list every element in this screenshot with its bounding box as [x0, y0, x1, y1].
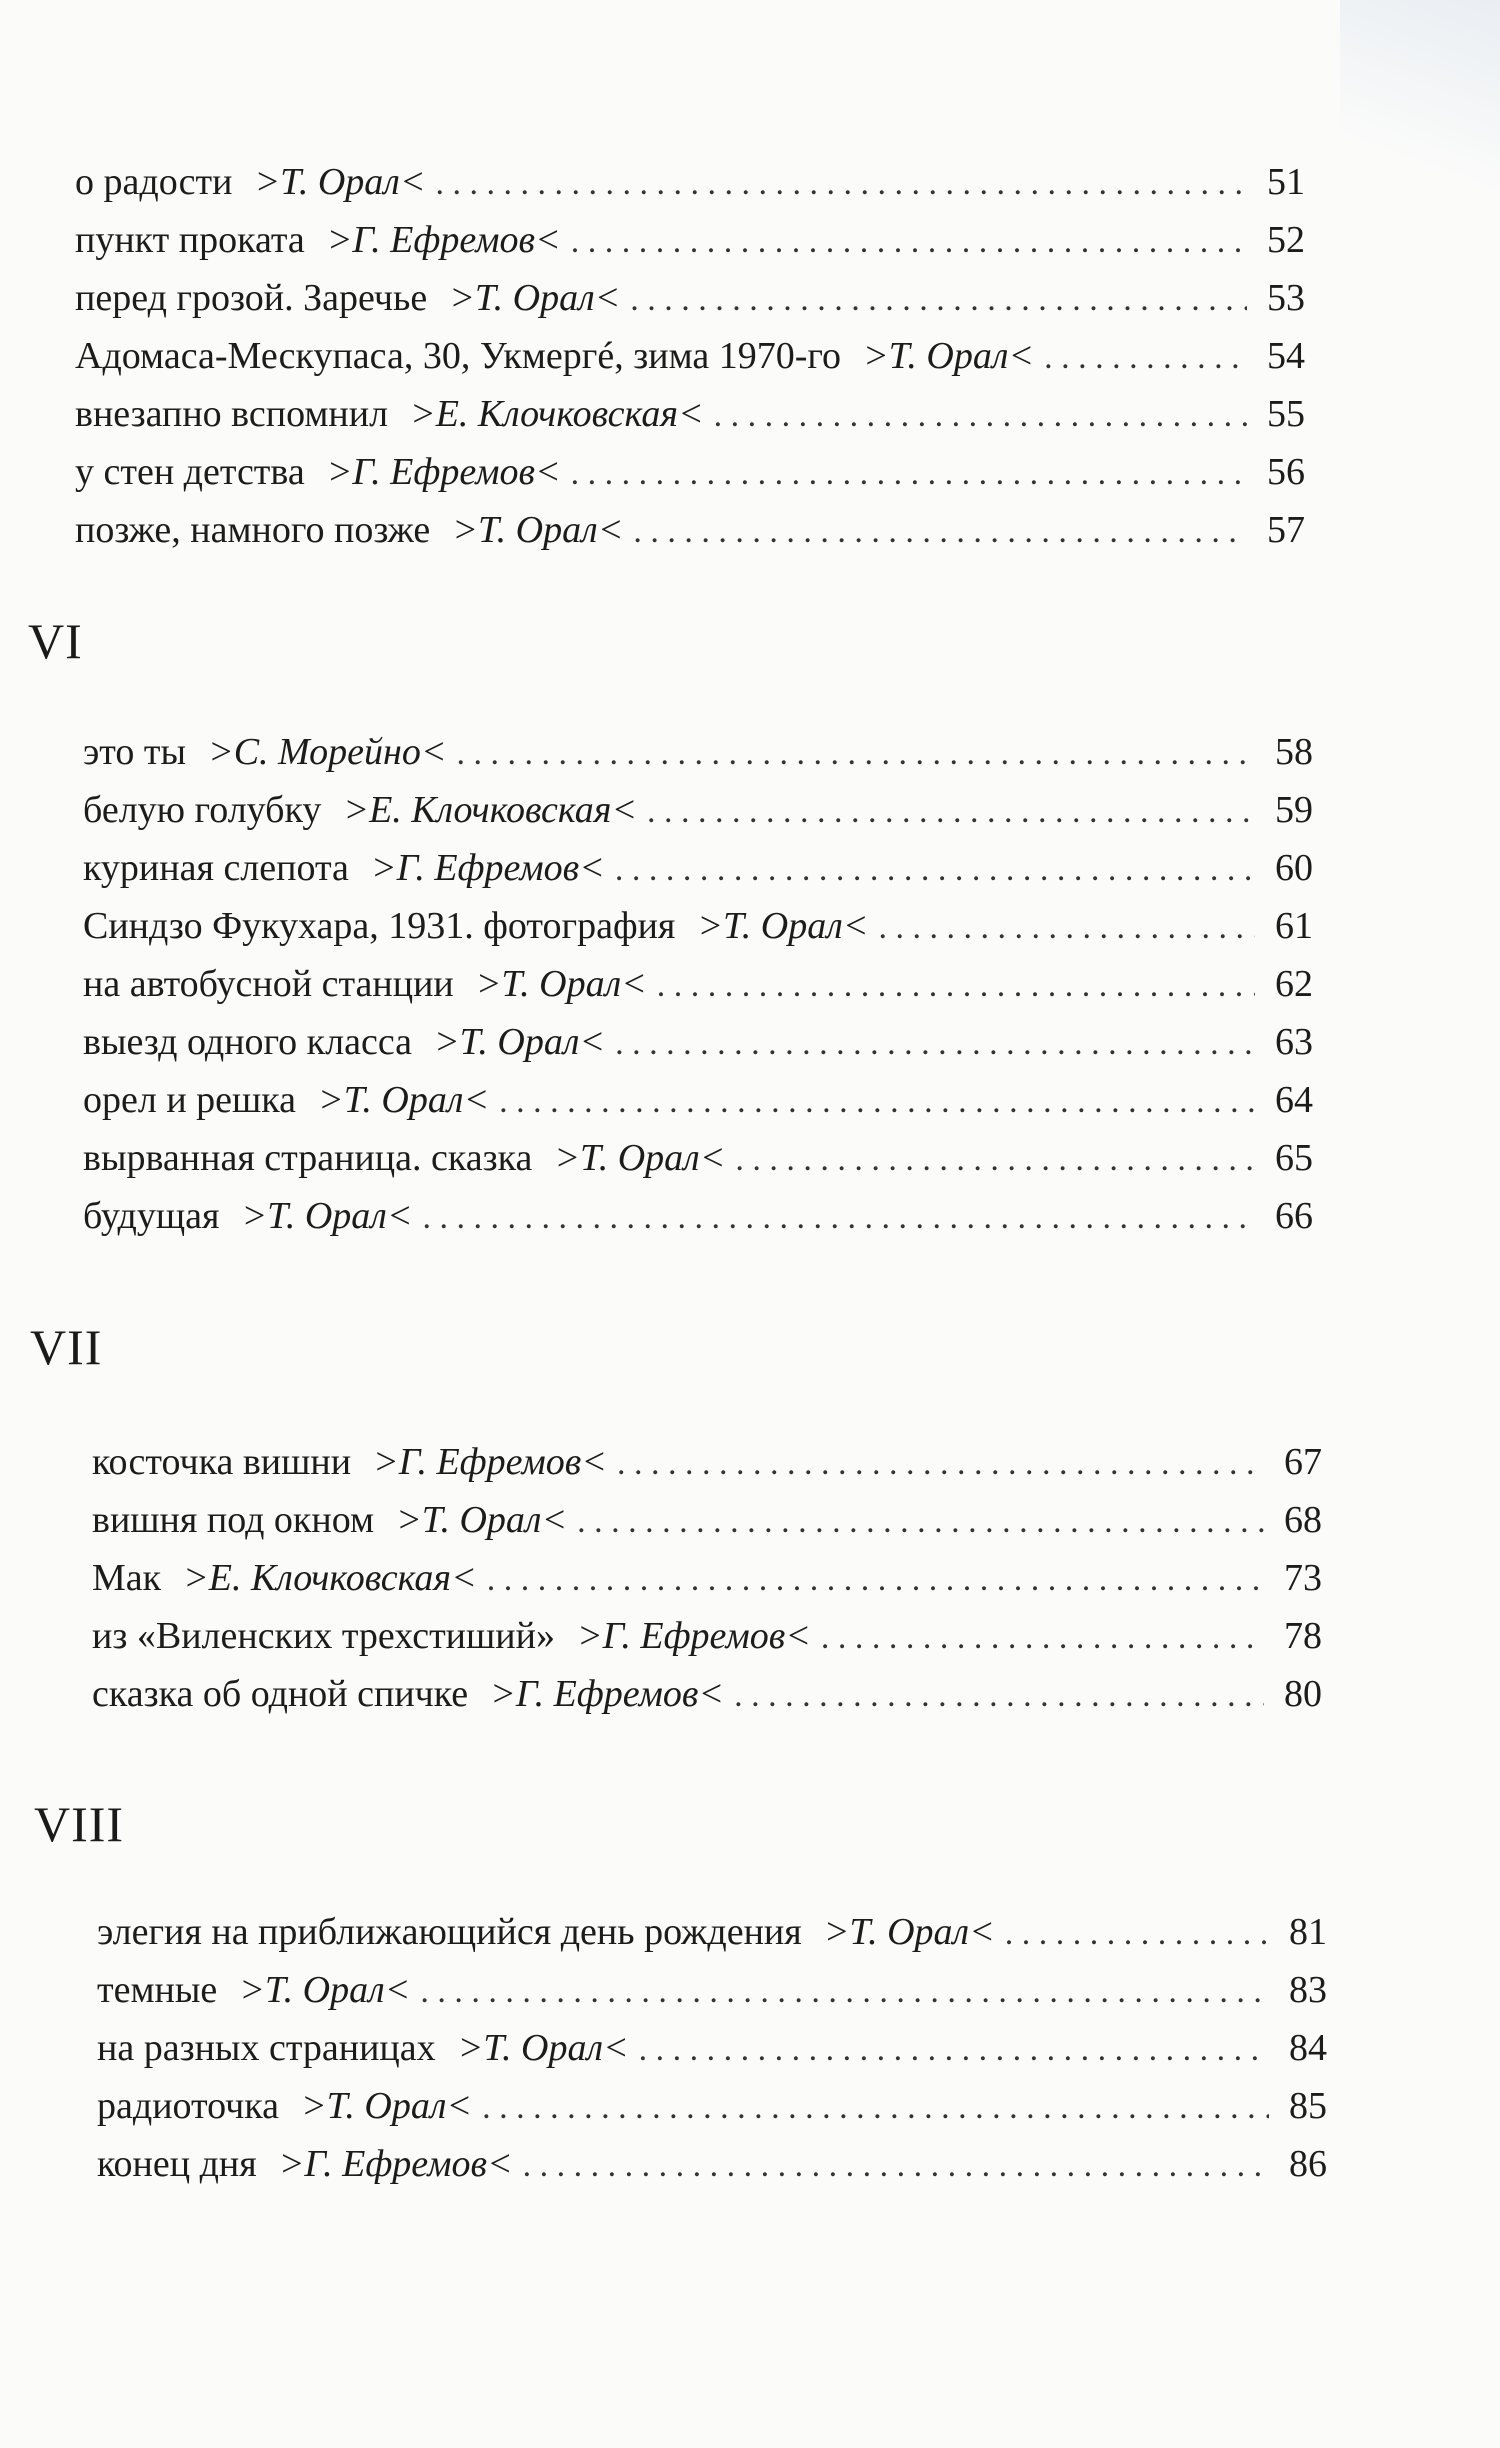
entry-author: >Т. Орал<	[697, 905, 869, 947]
dot-leader	[639, 2031, 1269, 2069]
dot-leader	[487, 1561, 1264, 1599]
entry-author: >Т. Орал<	[396, 1499, 568, 1541]
entry-author: >Т. Орал<	[239, 1969, 411, 2011]
entry-author: >Е. Клочковская<	[183, 1557, 477, 1599]
entry-page-number: 61	[1275, 905, 1313, 947]
toc-entry[interactable]	[97, 2084, 1327, 2142]
toc-entry[interactable]	[92, 1614, 1322, 1672]
entry-title: темные	[97, 1969, 218, 2011]
entry-author: >Т. Орал<	[318, 1079, 490, 1121]
entry-page-number: 57	[1267, 509, 1305, 551]
toc-section-list	[75, 160, 1305, 566]
dot-leader	[714, 397, 1247, 435]
toc-entry[interactable]	[92, 1498, 1322, 1556]
toc-entry[interactable]	[92, 1440, 1322, 1498]
entry-page-number: 86	[1289, 2143, 1327, 2185]
entry-title: орел и решка	[83, 1079, 297, 1121]
section-heading-vii: VII	[30, 1319, 103, 1375]
entry-title: будущая	[83, 1195, 220, 1237]
toc-entry[interactable]	[83, 1194, 1313, 1252]
entry-author: >Е. Клочковская<	[410, 393, 704, 435]
entry-author: >Т. Орал<	[457, 2027, 629, 2069]
entry-title: это ты	[83, 731, 187, 773]
entry-title: элегия на приближающийся день рождения	[97, 1911, 802, 1953]
entry-title: куриная слепота	[83, 847, 349, 889]
entry-title: на автобусной станции	[83, 963, 454, 1005]
dot-leader	[630, 281, 1247, 319]
entry-page-number: 73	[1284, 1557, 1322, 1599]
toc-entry[interactable]	[97, 1968, 1327, 2026]
entry-author: >Т. Орал<	[452, 509, 624, 551]
dot-leader	[422, 1199, 1255, 1237]
entry-page-number: 55	[1267, 393, 1305, 435]
toc-entry[interactable]	[83, 730, 1313, 788]
entry-title: вишня под окном	[92, 1499, 375, 1541]
toc-entry[interactable]	[75, 276, 1305, 334]
toc-entry[interactable]	[83, 1020, 1313, 1078]
dot-leader	[482, 2089, 1269, 2127]
entry-title: сказка об одной спичке	[92, 1673, 469, 1715]
dot-leader	[615, 1025, 1255, 1063]
dot-leader	[647, 793, 1255, 831]
entry-page-number: 51	[1267, 161, 1305, 203]
toc-entry[interactable]	[75, 218, 1305, 276]
entry-page-number: 68	[1284, 1499, 1322, 1541]
entry-author: >Т. Орал<	[241, 1195, 413, 1237]
entry-page-number: 85	[1289, 2085, 1327, 2127]
entry-page-number: 80	[1284, 1673, 1322, 1715]
dot-leader	[633, 513, 1247, 551]
entry-page-number: 84	[1289, 2027, 1327, 2069]
entry-title: внезапно вспомнил	[75, 393, 389, 435]
entry-page-number: 58	[1275, 731, 1313, 773]
dot-leader	[878, 909, 1255, 947]
entry-title: из «Виленских трехстиший»	[92, 1615, 555, 1657]
dot-leader	[735, 1141, 1255, 1179]
entry-author: >Т. Орал<	[434, 1021, 606, 1063]
entry-title: Адомаса-Мескупаса, 30, Укмергé, зима 1970-го	[75, 335, 842, 377]
entry-title: о радости	[75, 161, 233, 203]
entry-author: >Г. Ефремов<	[370, 847, 605, 889]
entry-title: Синдзо Фукухара, 1931. фотография	[83, 905, 676, 947]
toc-section-list	[83, 730, 1313, 1252]
entry-page-number: 81	[1289, 1911, 1327, 1953]
entry-author: >Т. Орал<	[823, 1911, 995, 1953]
dot-leader	[499, 1083, 1255, 1121]
toc-section-list	[97, 1910, 1327, 2200]
entry-title: конец дня	[97, 2143, 257, 2185]
toc-entry[interactable]	[97, 2142, 1327, 2200]
toc-entry[interactable]	[83, 788, 1313, 846]
entry-page-number: 62	[1275, 963, 1313, 1005]
entry-page-number: 83	[1289, 1969, 1327, 2011]
entry-title: перед грозой. Заречье	[75, 277, 428, 319]
dot-leader	[577, 1503, 1264, 1541]
entry-title: Мак	[92, 1557, 162, 1599]
dot-leader	[523, 2147, 1269, 2185]
entry-page-number: 63	[1275, 1021, 1313, 1063]
entry-title: вырванная страница. сказка	[83, 1137, 533, 1179]
page-edge-shading	[1340, 0, 1500, 220]
section-heading-vi: VI	[28, 613, 83, 669]
entry-page-number: 65	[1275, 1137, 1313, 1179]
entry-author: >Г. Ефремов<	[278, 2143, 513, 2185]
entry-title: белую голубку	[83, 789, 322, 831]
dot-leader	[1005, 1915, 1269, 1953]
entry-author: >Г. Ефремов<	[490, 1673, 725, 1715]
toc-entry[interactable]	[75, 450, 1305, 508]
dot-leader	[420, 1973, 1269, 2011]
entry-title: на разных страницах	[97, 2027, 436, 2069]
entry-author: >Г. Ефремов<	[373, 1441, 607, 1483]
toc-entry[interactable]	[83, 962, 1313, 1020]
toc-entry[interactable]	[75, 508, 1305, 566]
dot-leader	[436, 165, 1247, 203]
dot-leader	[821, 1619, 1264, 1657]
toc-entry[interactable]	[75, 334, 1305, 392]
entry-page-number: 56	[1267, 451, 1305, 493]
toc-entry[interactable]	[83, 904, 1313, 962]
toc-entry[interactable]	[92, 1556, 1322, 1614]
dot-leader	[571, 455, 1247, 493]
entry-page-number: 66	[1275, 1195, 1313, 1237]
entry-author: >Т. Орал<	[449, 277, 621, 319]
dot-leader	[734, 1677, 1264, 1715]
entry-author: >Г. Ефремов<	[326, 219, 561, 261]
entry-author: >Г. Ефремов<	[576, 1615, 811, 1657]
toc-entry[interactable]	[97, 1910, 1327, 1968]
dot-leader	[615, 851, 1255, 889]
entry-title: у стен детства	[75, 451, 305, 493]
entry-page-number: 54	[1267, 335, 1305, 377]
toc-entry[interactable]	[75, 160, 1305, 218]
toc-section-list	[92, 1440, 1322, 1730]
entry-title: позже, намного позже	[75, 509, 431, 551]
toc-entry[interactable]	[83, 1078, 1313, 1136]
toc-entry[interactable]	[92, 1672, 1322, 1730]
dot-leader	[657, 967, 1255, 1005]
entry-author: >Г. Ефремов<	[326, 451, 561, 493]
toc-entry[interactable]	[75, 392, 1305, 450]
entry-page-number: 59	[1275, 789, 1313, 831]
dot-leader	[617, 1445, 1264, 1483]
entry-page-number: 67	[1284, 1441, 1322, 1483]
entry-author: >Т. Орал<	[301, 2085, 473, 2127]
section-heading-viii: VIII	[34, 1796, 125, 1852]
entry-title: выезд одного класса	[83, 1021, 413, 1063]
entry-page-number: 60	[1275, 847, 1313, 889]
entry-author: >С. Морейно<	[208, 731, 447, 773]
entry-author: >Т. Орал<	[254, 161, 426, 203]
toc-entry[interactable]	[83, 1136, 1313, 1194]
dot-leader	[571, 223, 1247, 261]
dot-leader	[1044, 339, 1247, 377]
toc-entry[interactable]	[97, 2026, 1327, 2084]
entry-page-number: 78	[1284, 1615, 1322, 1657]
entry-author: >Т. Орал<	[475, 963, 647, 1005]
entry-author: >Т. Орал<	[554, 1137, 726, 1179]
entry-page-number: 53	[1267, 277, 1305, 319]
entry-author: >Т. Орал<	[863, 335, 1035, 377]
entry-title: радиоточка	[97, 2085, 280, 2127]
entry-title: косточка вишни	[92, 1441, 352, 1483]
toc-entry[interactable]	[83, 846, 1313, 904]
entry-title: пункт проката	[75, 219, 305, 261]
entry-page-number: 64	[1275, 1079, 1313, 1121]
dot-leader	[457, 735, 1255, 773]
entry-page-number: 52	[1267, 219, 1305, 261]
entry-author: >Е. Клочковская<	[343, 789, 638, 831]
